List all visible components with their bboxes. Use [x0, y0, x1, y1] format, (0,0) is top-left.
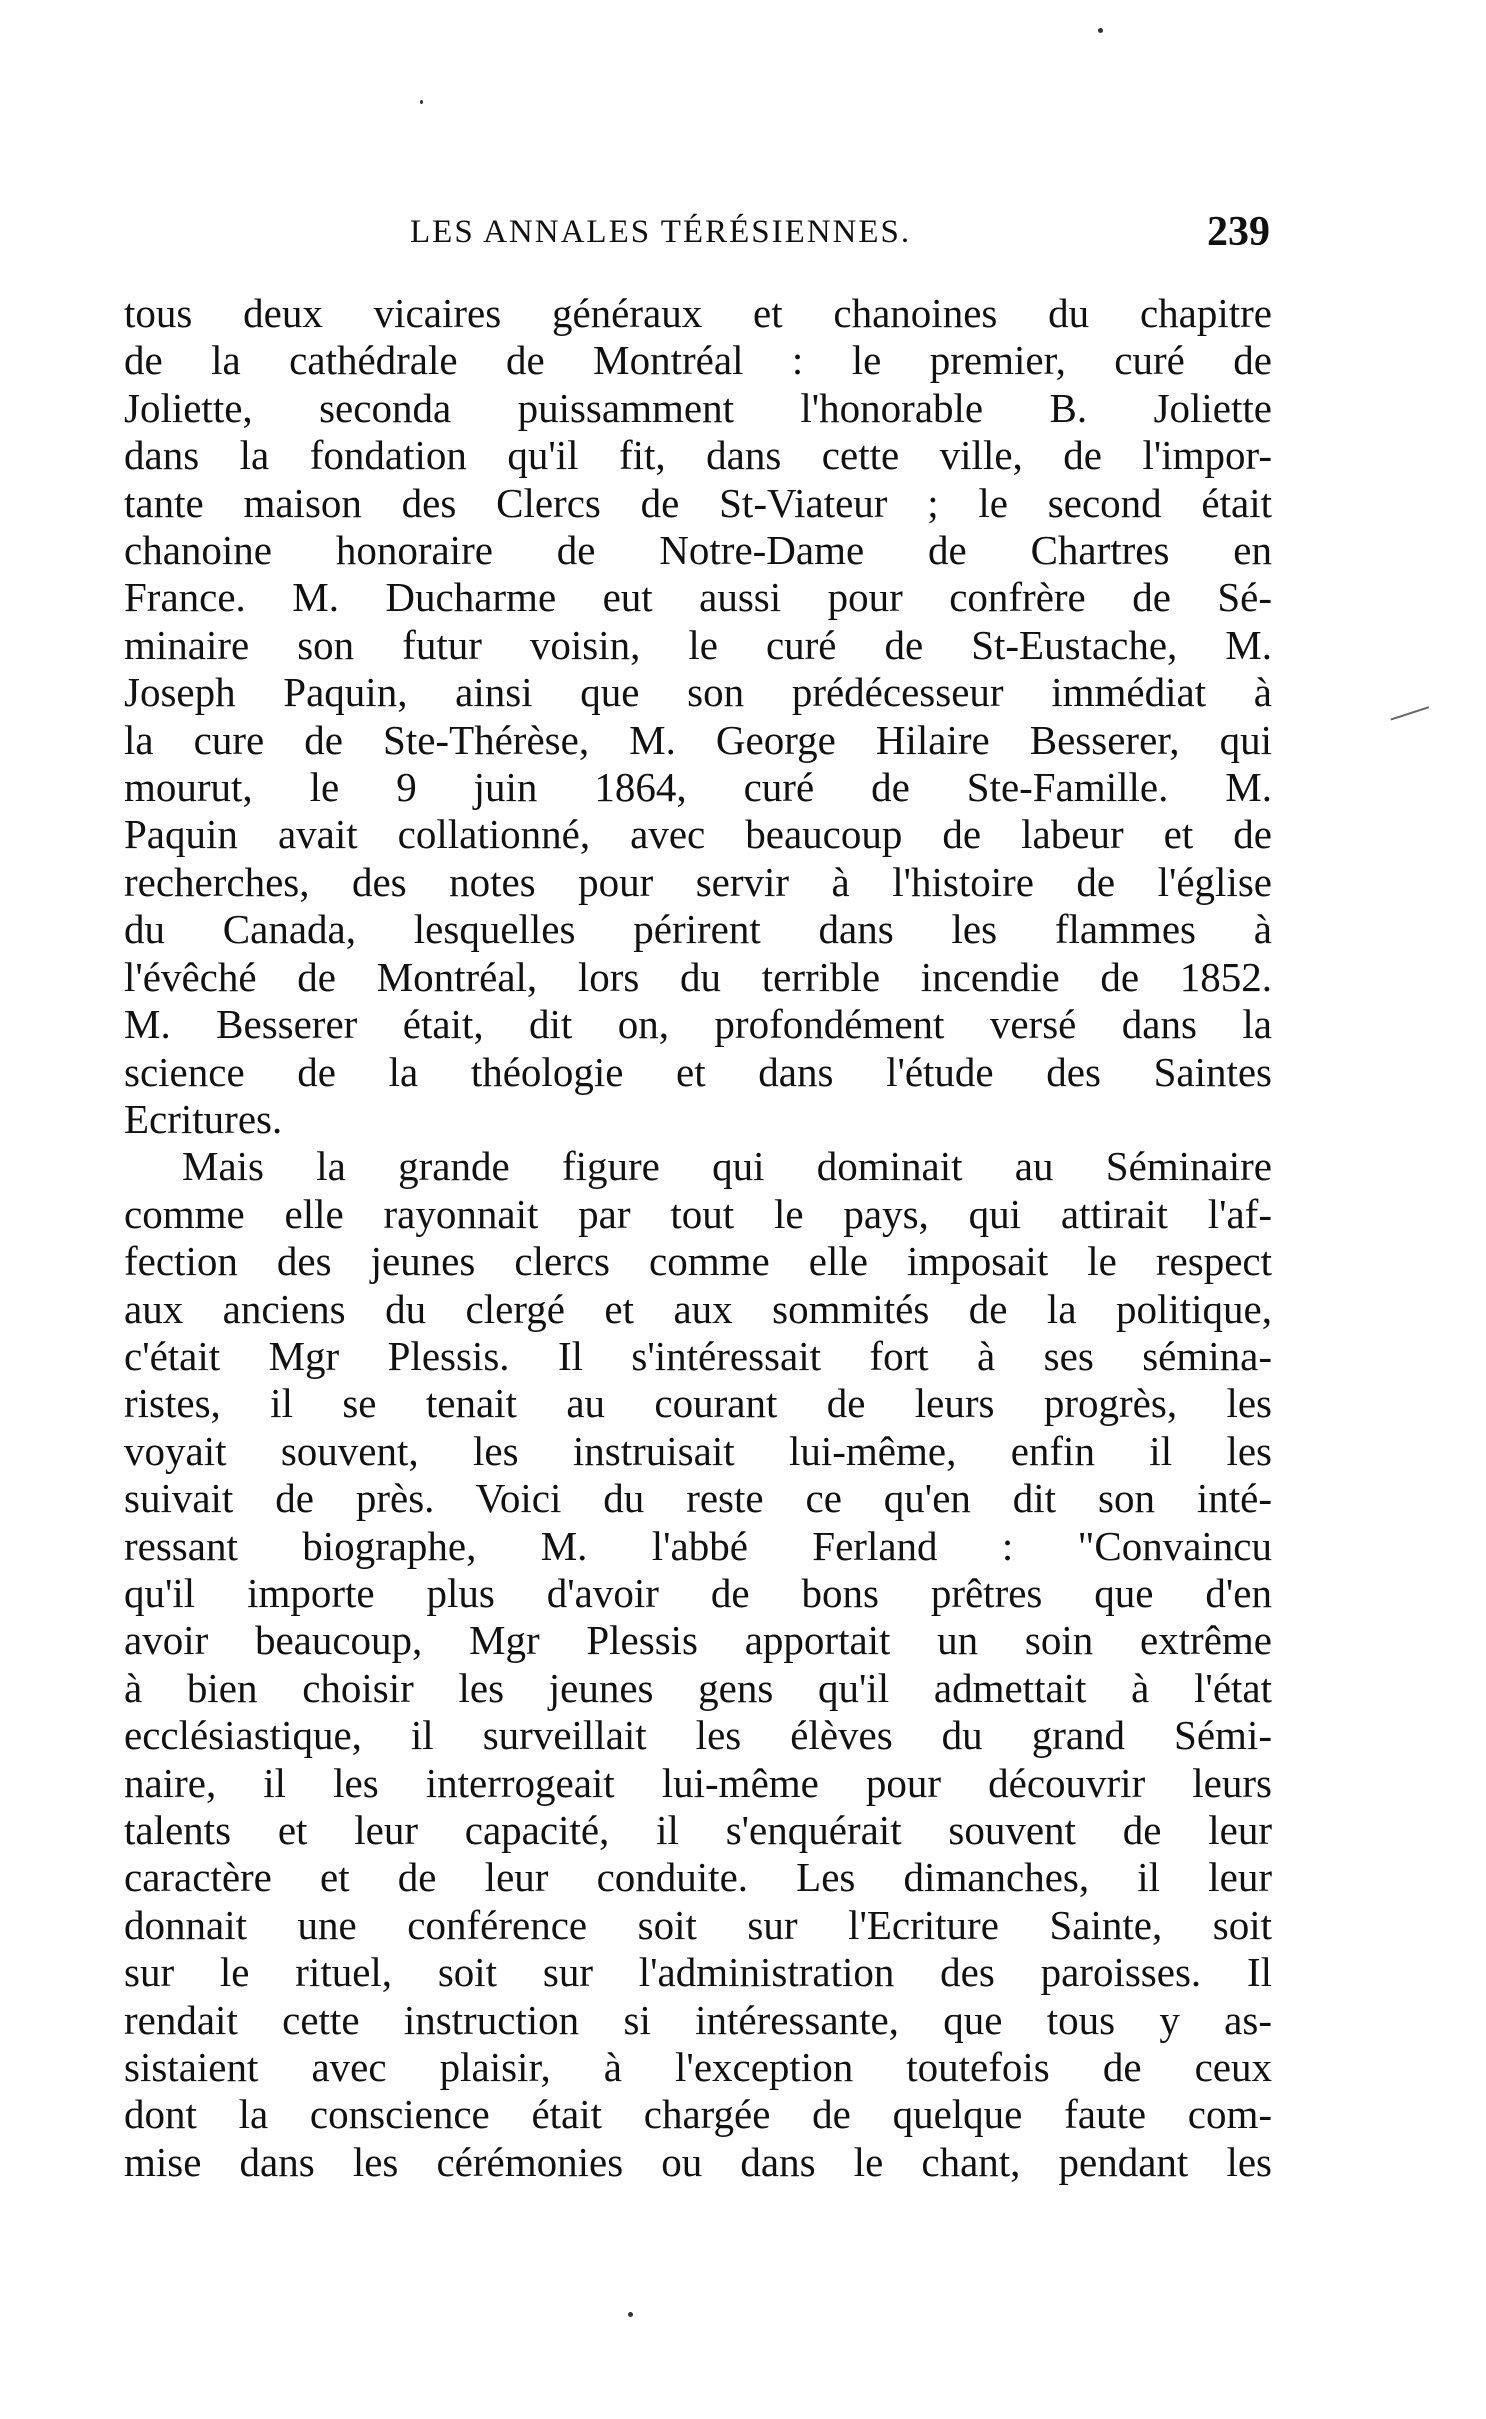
text-line: minaire son futur voisin, le curé de St-Eustache, M. — [124, 621, 1272, 668]
text-line: caractère et de leur conduite. Les dimanches, il leur — [124, 1854, 1272, 1901]
text-line: ressant biographe, M. l'abbé Ferland : "Convaincu — [124, 1522, 1272, 1569]
text-line: naire, il les interrogeait lui-même pour découvrir leurs — [124, 1759, 1272, 1806]
paragraph-end-line: Ecritures. — [124, 1095, 283, 1142]
text-line: rendait cette instruction si intéressante, que tous y as- — [124, 1996, 1272, 2043]
text-line: du Canada, lesquelles périrent dans les flammes à — [124, 906, 1272, 953]
text-line: tous deux vicaires généraux et chanoines du chapitre — [124, 290, 1272, 336]
text-line: la cure de Ste-Thérèse, M. George Hilaire Besserer, qui — [124, 716, 1272, 763]
text-line: recherches, des notes pour servir à l'histoire de l'église — [124, 858, 1272, 905]
body-text — [124, 290, 1272, 2186]
ink-speck — [420, 100, 423, 104]
text-line: fection des jeunes clercs comme elle imposait le respect — [124, 1238, 1272, 1285]
text-line: à bien choisir les jeunes gens qu'il admettait à l'état — [124, 1664, 1272, 1711]
paragraph-start-line: Mais la grande figure qui dominait au Séminaire — [182, 1143, 1272, 1190]
text-line: M. Besserer était, dit on, profondément versé dans la — [124, 1001, 1272, 1048]
text-line: donnait une conférence soit sur l'Ecriture Sainte, soit — [124, 1901, 1272, 1948]
text-line: l'évêché de Montréal, lors du terrible incendie de 1852. — [124, 953, 1272, 1000]
text-line: dans la fondation qu'il fit, dans cette ville, de l'impor- — [124, 432, 1272, 479]
text-line: mourut, le 9 juin 1864, curé de Ste-Famille. M. — [124, 764, 1272, 811]
text-line: chanoine honoraire de Notre-Dame de Chartres en — [124, 527, 1272, 574]
ink-speck — [628, 2312, 633, 2317]
text-line: Joliette, seconda puissamment l'honorable B. Joliette — [124, 384, 1272, 431]
text-line: comme elle rayonnait par tout le pays, qui attirait l'af- — [124, 1190, 1272, 1237]
text-line: talents et leur capacité, il s'enquérait souvent de leur — [124, 1807, 1272, 1853]
text-line: de la cathédrale de Montréal : le premier, curé de — [124, 337, 1272, 384]
text-line: sur le rituel, soit sur l'administration des paroisses. Il — [124, 1949, 1272, 1996]
text-line: aux anciens du clergé et aux sommités de la politique, — [124, 1285, 1272, 1332]
text-line: ecclésiastique, il surveillait les élèves du grand Sémi- — [124, 1712, 1272, 1759]
page-number: 239 — [1207, 209, 1270, 255]
margin-pencil-mark — [1391, 706, 1434, 734]
running-title: LES ANNALES TÉRÉSIENNES. — [410, 214, 912, 250]
text-line: c'était Mgr Plessis. Il s'intéressait fort à ses sémina- — [124, 1332, 1272, 1379]
text-line: Paquin avait collationné, avec beaucoup de labeur et de — [124, 811, 1272, 858]
text-line: science de la théologie et dans l'étude des Saintes — [124, 1048, 1272, 1095]
text-line: France. M. Ducharme eut aussi pour confrère de Sé- — [124, 574, 1272, 621]
text-line: qu'il importe plus d'avoir de bons prêtres que d'en — [124, 1569, 1272, 1616]
page-header — [120, 208, 1270, 264]
text-line: mise dans les cérémonies ou dans le chant, pendant les — [124, 2138, 1272, 2185]
text-line: tante maison des Clercs de St-Viateur ; le second était — [124, 479, 1272, 526]
text-line: suivait de près. Voici du reste ce qu'en dit son inté- — [124, 1475, 1272, 1522]
text-line: voyait souvent, les instruisait lui-même, enfin il les — [124, 1427, 1272, 1474]
text-line: dont la conscience était chargée de quelque faute com- — [124, 2091, 1272, 2138]
ink-speck — [1098, 28, 1103, 33]
text-line: ristes, il se tenait au courant de leurs progrès, les — [124, 1380, 1272, 1427]
text-line: sistaient avec plaisir, à l'exception toutefois de ceux — [124, 2044, 1272, 2091]
text-line: Joseph Paquin, ainsi que son prédécesseur immédiat à — [124, 669, 1272, 716]
text-line: avoir beaucoup, Mgr Plessis apportait un soin extrême — [124, 1617, 1272, 1664]
